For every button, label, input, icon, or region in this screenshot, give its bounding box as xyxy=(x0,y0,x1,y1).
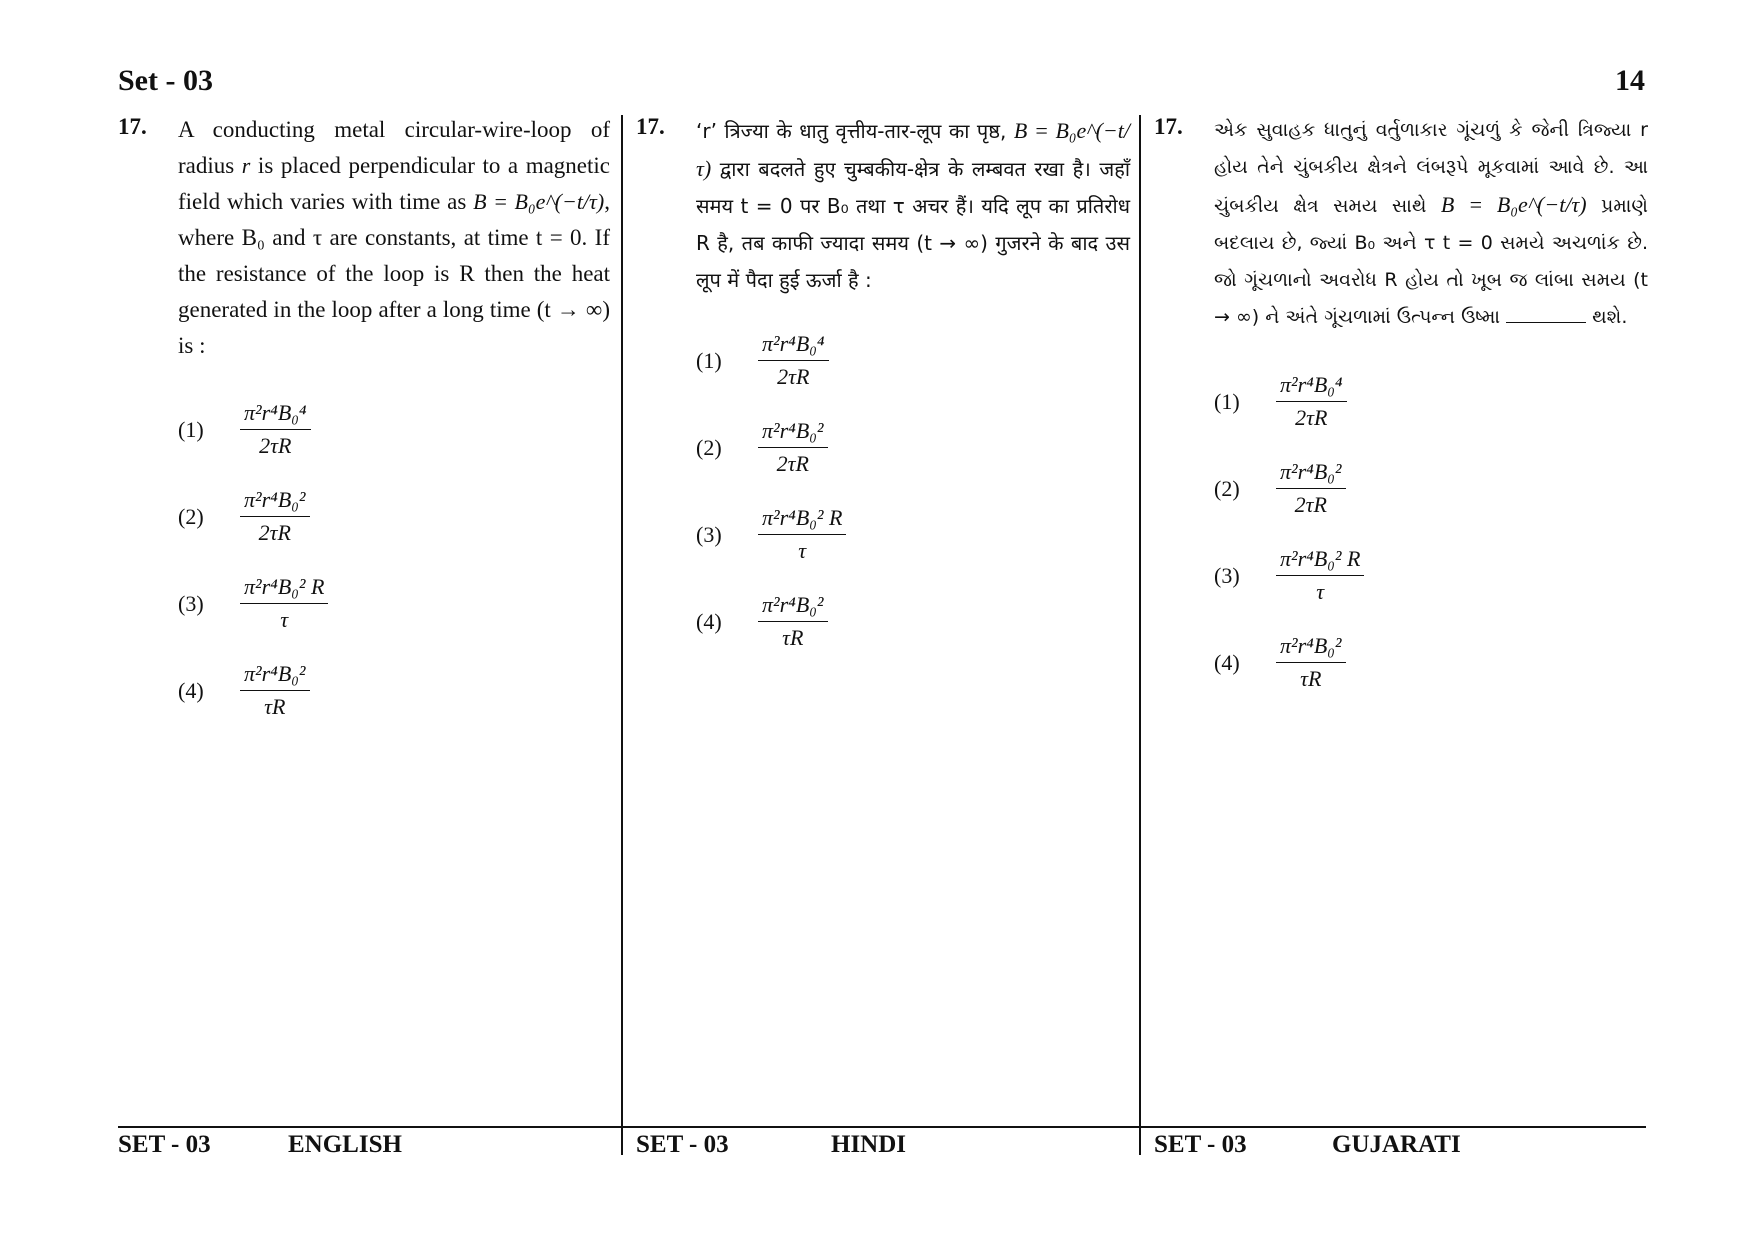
fraction-numerator: π²r⁴B₀² R xyxy=(240,574,328,604)
option-1[interactable] xyxy=(178,386,610,473)
fraction-denominator: 2τR xyxy=(1294,492,1327,517)
question-text xyxy=(696,112,1130,299)
option-fraction xyxy=(240,487,310,546)
field-formula: B = B₀e^(−t/τ) xyxy=(473,189,605,214)
field-formula: B = B₀e^(−t/τ) xyxy=(696,118,1130,181)
option-fraction xyxy=(758,331,829,390)
option-label: (3) xyxy=(1214,562,1240,588)
fraction-denominator: τR xyxy=(782,625,804,650)
question-text xyxy=(1214,112,1648,336)
fraction-denominator: 2τR xyxy=(259,433,292,458)
question-number: 17. xyxy=(1154,114,1183,139)
answer-blank xyxy=(1506,322,1586,323)
question-17-gujarati xyxy=(1154,112,1648,336)
english-column xyxy=(118,112,610,1152)
option-label: (2) xyxy=(178,503,204,529)
option-fraction xyxy=(1276,372,1347,431)
question-text-part: द्वारा बदलते हुए चुम्बकीय-क्षेत्र के लम्बवत रखा है। जहाँ समय t = 0 पर B₀ तथा τ अचर हैं। यदि लूप का प्रतिरोध R है, तब काफी ज्यादा समय (t → ∞) गुजरने के बाद उस लूप में पैदा हुई ऊर्जा है : xyxy=(696,157,1130,292)
option-label: (3) xyxy=(696,521,722,547)
question-text-part: એક સુવાહક ધાતુનું વર્તુળાકાર ગૂંચળું કે જેની ત્રિજ્યા r હોય તેને ચુંબકીય ક્ષેત્રને લંબરૂપે મૂકવામાં આવે છે. આ ચુંબકીય ક્ષેત્ર સમય સાથે xyxy=(1214,119,1648,217)
option-fraction xyxy=(1276,633,1346,692)
question-text-part: A conducting metal circular-wire-loop of radius xyxy=(178,117,610,178)
options-list xyxy=(178,386,610,734)
option-3[interactable] xyxy=(178,560,610,647)
option-fraction xyxy=(1276,459,1346,518)
hindi-column xyxy=(636,112,1130,1152)
option-1[interactable] xyxy=(1214,358,1648,445)
option-3[interactable] xyxy=(1214,532,1648,619)
option-fraction xyxy=(1276,546,1364,605)
option-2[interactable] xyxy=(178,473,610,560)
option-label: (4) xyxy=(1214,649,1240,675)
column-divider-2 xyxy=(1139,115,1141,1155)
fraction-denominator: 2τR xyxy=(1295,405,1328,430)
option-4[interactable] xyxy=(178,647,610,734)
options-list xyxy=(1214,358,1648,706)
radius-variable: r xyxy=(241,153,251,178)
footer-language: GUJARATI xyxy=(1332,1131,1461,1158)
footer-set-label: SET - 03 xyxy=(636,1131,729,1158)
question-17-hindi xyxy=(636,112,1130,299)
fraction-numerator: π²r⁴B₀⁴ xyxy=(240,400,311,430)
gujarati-column xyxy=(1154,112,1648,1152)
option-fraction xyxy=(240,400,311,459)
fraction-denominator: 2τR xyxy=(776,451,809,476)
fraction-numerator: π²r⁴B₀² xyxy=(240,487,310,517)
question-number: 17. xyxy=(118,114,147,139)
fraction-denominator: τ xyxy=(1316,579,1325,604)
column-divider-1 xyxy=(621,115,623,1155)
question-text-part: પ્રમાણે બદલાય છે, જ્યાં B₀ અને τ t = 0 સમયે અચળાંક છે. જો ગૂંચળાનો અવરોધ R હોય તો ખૂબ જ લાંબા સમય (t → ∞) ને અંતે ગૂંચળામાં ઉત્પન્ન ઉષ્મા xyxy=(1214,195,1649,328)
option-label: (2) xyxy=(696,434,722,460)
question-text-part: , where B₀ and τ are constants, at time t = 0. If the resistance of the loop is R then the heat generated in the loop after a long time (t → ∞) is : xyxy=(178,189,611,358)
option-1[interactable] xyxy=(696,317,1130,404)
option-fraction xyxy=(758,418,828,477)
fraction-denominator: τR xyxy=(264,694,286,719)
question-text-part: is placed perpendicular to a magnetic field which varies with time as xyxy=(178,153,610,214)
fraction-numerator: π²r⁴B₀² xyxy=(758,592,828,622)
set-title: Set - 03 xyxy=(118,64,213,97)
fraction-denominator: 2τR xyxy=(777,364,810,389)
footer-gujarati xyxy=(1154,1131,1461,1159)
field-formula: B = B₀e^(−t/τ) xyxy=(1440,192,1587,217)
footer-hindi xyxy=(636,1131,906,1159)
question-text-part: ‘r’ त्रिज्या के धातु वृत्तीय-तार-लूप का पृष्ठ, xyxy=(696,119,1014,143)
footer-set-label: SET - 03 xyxy=(118,1131,211,1158)
footer-english xyxy=(118,1131,402,1159)
fraction-numerator: π²r⁴B₀⁴ xyxy=(758,331,829,361)
option-label: (4) xyxy=(696,608,722,634)
options-list xyxy=(696,317,1130,665)
option-label: (1) xyxy=(1214,388,1240,414)
footer-language: ENGLISH xyxy=(288,1131,402,1158)
fraction-numerator: π²r⁴B₀² xyxy=(1276,633,1346,663)
option-fraction xyxy=(758,505,846,564)
option-label: (2) xyxy=(1214,475,1240,501)
option-2[interactable] xyxy=(1214,445,1648,532)
option-label: (1) xyxy=(696,347,722,373)
option-label: (1) xyxy=(178,416,204,442)
fraction-numerator: π²r⁴B₀⁴ xyxy=(1276,372,1347,402)
option-fraction xyxy=(240,574,328,633)
option-3[interactable] xyxy=(696,491,1130,578)
option-label: (4) xyxy=(178,677,204,703)
question-text xyxy=(178,112,610,364)
option-4[interactable] xyxy=(1214,619,1648,706)
option-4[interactable] xyxy=(696,578,1130,665)
footer-language: HINDI xyxy=(831,1131,907,1158)
fraction-numerator: π²r⁴B₀² xyxy=(240,661,310,691)
fraction-denominator: τR xyxy=(1300,666,1322,691)
footer-set-label: SET - 03 xyxy=(1154,1131,1247,1158)
fraction-denominator: τ xyxy=(798,538,807,563)
fraction-denominator: 2τR xyxy=(258,520,291,545)
question-17-english xyxy=(118,112,610,364)
fraction-numerator: π²r⁴B₀² R xyxy=(758,505,846,535)
option-label: (3) xyxy=(178,590,204,616)
option-fraction xyxy=(758,592,828,651)
question-number: 17. xyxy=(636,114,665,139)
question-text-part: થશે. xyxy=(1586,306,1628,328)
fraction-denominator: τ xyxy=(280,607,289,632)
option-2[interactable] xyxy=(696,404,1130,491)
fraction-numerator: π²r⁴B₀² R xyxy=(1276,546,1364,576)
option-fraction xyxy=(240,661,310,720)
page-number: 14 xyxy=(1615,64,1645,97)
fraction-numerator: π²r⁴B₀² xyxy=(1276,459,1346,489)
fraction-numerator: π²r⁴B₀² xyxy=(758,418,828,448)
